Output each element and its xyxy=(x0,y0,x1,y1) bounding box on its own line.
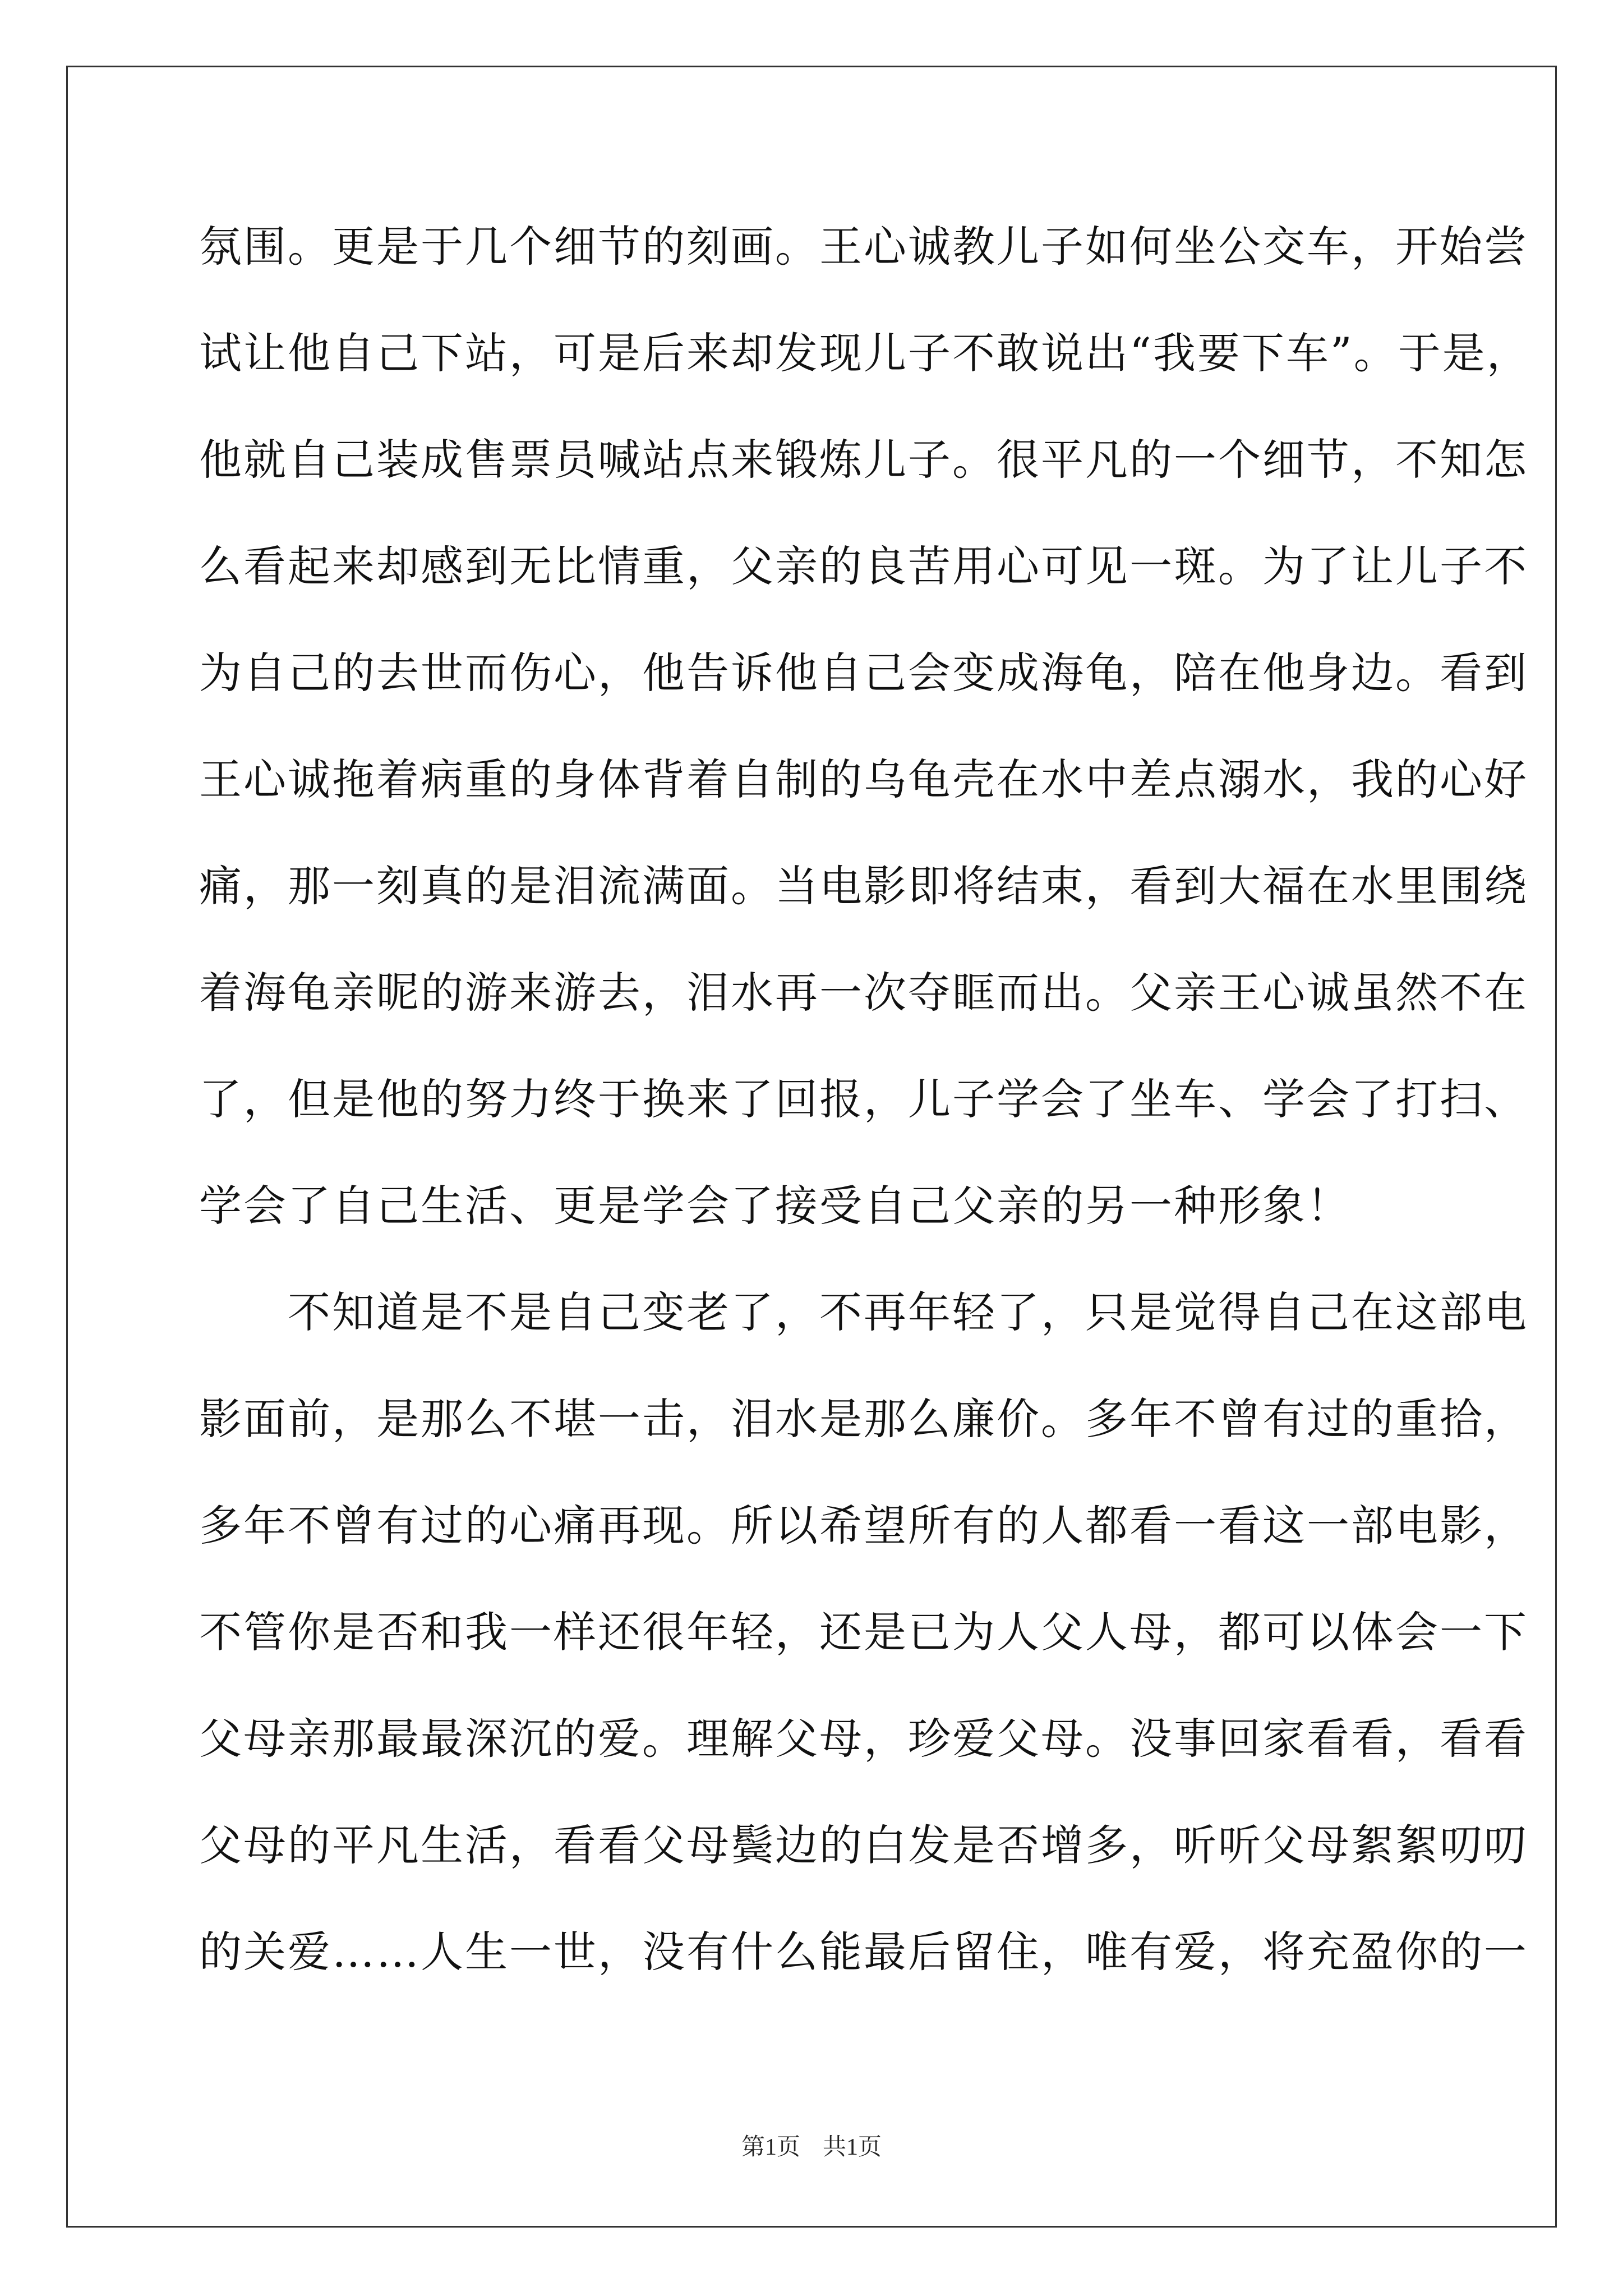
text-line: 为自己的去世而伤心，他告诉他自己会变成海龟，陪在他身边。看到 xyxy=(199,648,1528,698)
text-line: 父母亲那最最深沉的爱。理解父母，珍爱父母。没事回家看看，看看 xyxy=(199,1714,1528,1764)
text-line: 多年不曾有过的心痛再现。所以希望所有的人都看一看这一部电影， xyxy=(199,1501,1528,1550)
text-line: 学会了自己生活、更是学会了接受自己父亲的另一种形象！ xyxy=(199,1181,1351,1231)
text-line: 了，但是他的努力终于换来了回报，儿子学会了坐车、学会了打扫、 xyxy=(199,1074,1528,1124)
text-line: 他就自己装成售票员喊站点来锻炼儿子。很平凡的一个细节，不知怎 xyxy=(199,435,1528,485)
page-footer xyxy=(0,2132,1623,2163)
text-line: 痛，那一刻真的是泪流满面。当电影即将结束，看到大福在水里围绕 xyxy=(199,861,1528,911)
text-line: 王心诚拖着病重的身体背着自制的乌龟壳在水中差点溺水，我的心好 xyxy=(199,754,1528,804)
text-line: 不知道是不是自己变老了，不再年轻了，只是觉得自己在这部电 xyxy=(199,1287,1528,1337)
text-line: 影面前，是那么不堪一击，泪水是那么廉价。多年不曾有过的重拾， xyxy=(199,1394,1528,1444)
text-line: 着海龟亲昵的游来游去，泪水再一次夺眶而出。父亲王心诚虽然不在 xyxy=(199,968,1528,1018)
text-line: 不管你是否和我一样还很年轻，还是已为人父人母，都可以体会一下 xyxy=(199,1607,1528,1657)
body-text xyxy=(199,219,1531,2031)
text-line: 氛围。更是于几个细节的刻画。王心诚教儿子如何坐公交车，开始尝 xyxy=(199,222,1528,272)
text-line: 么看起来却感到无比情重，父亲的良苦用心可见一斑。为了让儿子不 xyxy=(199,541,1528,591)
text-line: 父母的平凡生活，看看父母鬓边的白发是否增多，听听父母絮絮叨叨 xyxy=(199,1820,1528,1870)
text-line: 试让他自己下站，可是后来却发现儿子不敢说出“我要下车”。于是， xyxy=(199,328,1531,378)
page-total: 共1页 xyxy=(823,2134,882,2160)
page-number: 第1页 xyxy=(741,2134,800,2160)
text-line: 的关爱……人生一世，没有什么能最后留住，唯有爱，将充盈你的一 xyxy=(199,1927,1528,1977)
